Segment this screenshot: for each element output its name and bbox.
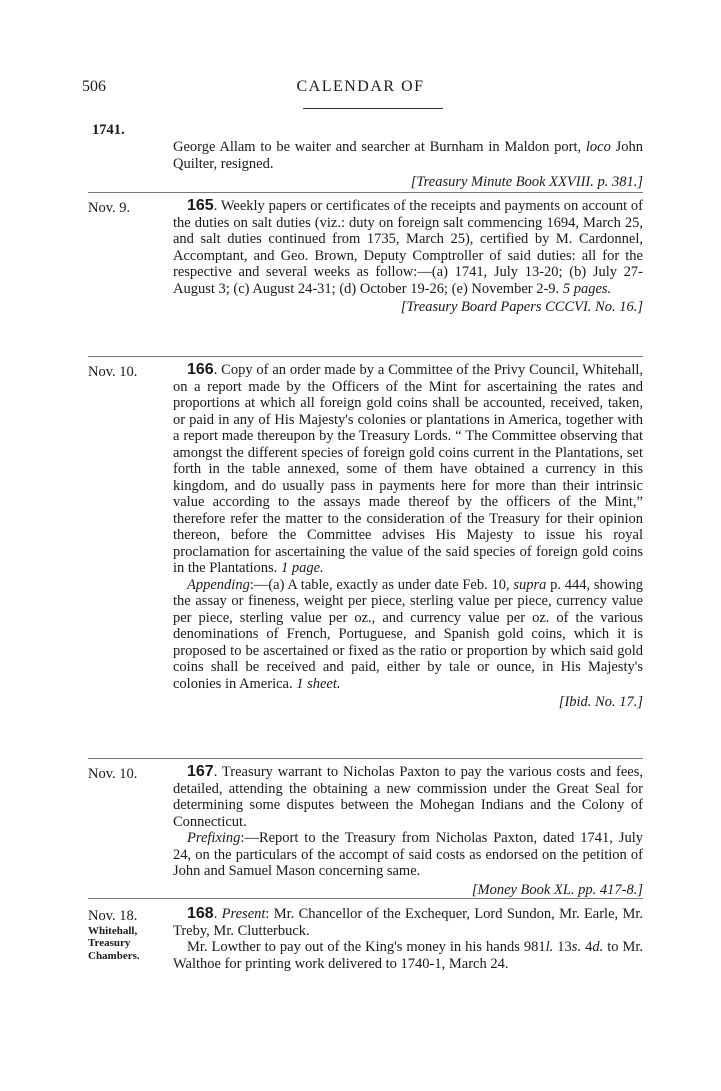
lowther-b: 13 [553,939,572,955]
lowther-s: s. [571,939,582,955]
entry-167-ref: [Money Book XL. pp. 417-8.] [471,881,643,898]
entry-166-body [173,362,643,711]
place-line-1: Whitehall, [88,924,138,937]
present-text: : Mr. Chancellor of the Exchequer, Lord Sundon, Mr. Earle, Mr. Treby, Mr. Clutterbuck. [173,906,644,939]
entry-allam-body [173,139,643,191]
entry-date: Nov. 18. [88,908,138,924]
entry-165-text: . Weekly papers or certificates of the receipts and payments on account of the duties on salt duties (viz.: duty on foreign salt commencing 1694, March 25, and salt duties continued from 1735, March 25), certified by M. Cardonnel, Accomptant, and Geo. Brown, Deputy Comptroller of said duties: all for the respective and several weeks as follow:—(a) 1741, July 13-20; (b) July 27-August 3; (c) August 24-31; (d) October 19-26; (e) November 2-9. [173,198,643,297]
supra: supra [513,576,547,593]
separator [88,898,643,899]
lowther-c: 4 [581,939,593,955]
entry-number: 166 [187,361,214,378]
allam-ref: [Treasury Minute Book XXVIII. p. 381.] [410,174,643,190]
entry-165-body [173,198,643,316]
year-marker: 1741. [92,122,125,138]
lowther-l: l. [545,939,554,955]
allam-text-b: John Quilter, resigned. [173,139,643,172]
lowther-a: Mr. Lowther to pay out of the King's money in his hands 981 [187,939,546,955]
separator [88,192,643,193]
entry-number: 165 [187,197,214,214]
separator [88,758,643,759]
entry-166-sheet: 1 sheet. [296,675,341,692]
header-rule [303,108,443,109]
appending-label: Appending [187,576,250,593]
present-label: Present [221,906,266,922]
entry-167-text: . Treasury warrant to Nicholas Paxton to pay the various costs and fees, detailed, attending the obtaining a new commission under the Great Seal for determining some disputes between the Mohegan Indians and the Colony of Connecticut. [173,764,643,830]
allam-text-a: George Allam to be waiter and searcher at Burnham in Maldon port, [173,139,586,155]
lowther-d: to Mr. Walthoe for printing work delivered to 1740-1, March 24. [173,939,644,972]
page-number: 506 [82,78,106,95]
prefixing-text: :—Report to the Treasury from Nicholas Paxton, dated 1741, July 24, on the particulars of the accompt of said costs as endorsed on the petition of John and Samuel Mason concerning same. [173,830,643,879]
running-head: CALENDAR OF [296,78,425,95]
entry-166-pages: 1 page. [280,560,324,576]
separator [88,356,643,357]
allam-loco: loco [585,139,611,155]
entry-166-ref: [Ibid. No. 17.] [558,694,643,710]
entry-date: Nov. 10. [88,766,138,782]
entry-number: 168 [187,905,214,922]
lowther-d-unit: d. [592,939,604,955]
entry-168-date-block [88,908,140,962]
entry-165-ref: [Treasury Board Papers CCCVI. No. 16.] [400,299,643,315]
entry-167-body [173,764,643,898]
appending-text: :—(a) A table, exactly as under date Feb. 10, [249,576,514,593]
entry-168-body: 168. Present: Mr. Chancellor of the Exchequer, Lord Sundon, Mr. Earle, Mr. Treby, Mr. Clutterbuck. Mr. Lowther to pay out of the King's money in his hands 981l. 13s. 4d. to Mr. Walthoe for printing work delivered to 1740-1, March 24. [173,905,644,972]
place-line-3: Chambers. [88,949,140,962]
appending-rest: p. 444, showing the assay or fineness, weight per piece, sterling value per piece, currency value per piece, sterling value per oz., and currency value per oz. of the various denominations of French, Portuguese, and Spanish gold coins, which it is proposed to be ascertained or fixed as the ratio or proportion by which said gold coins shall be received and paid, either by tale or ounce, in His Majesty's colonies in America. [173,576,643,692]
entry-165-pages: 5 pages. [562,280,612,297]
prefixing-label: Prefixing [187,830,241,846]
entry-166-text: . Copy of an order made by a Committee of the Privy Council, Whitehall, on a report made by the Officers of the Mint for ascertaining the rates and proportions at which all foreign gold coins shall be accounted, received, taken, or paid in any of His Majesty's colonies or plantations in America, together with a report made thereupon by the Treasury Lords. “ The Committee observing that amongst the different species of foreign gold coins current in the Plantations, set forth in the table annexed, some of them have obtained a currency in this kingdom, and do usually pass in payments here for more than their intrinsic value according to the assays made thereof by the officers of the Mint,” therefore refer the matter to the consideration of the Treasury for their opinion thereon, before the Committee advises His Majesty to issue his royal proclamation for ascertaining the value of the said species of foreign gold coins in the Plantations. [173,362,643,576]
entry-date: Nov. 9. [88,200,131,216]
place-line-2: Treasury [88,937,131,949]
entry-number: 167 [187,763,214,780]
entry-date: Nov. 10. [88,364,138,380]
